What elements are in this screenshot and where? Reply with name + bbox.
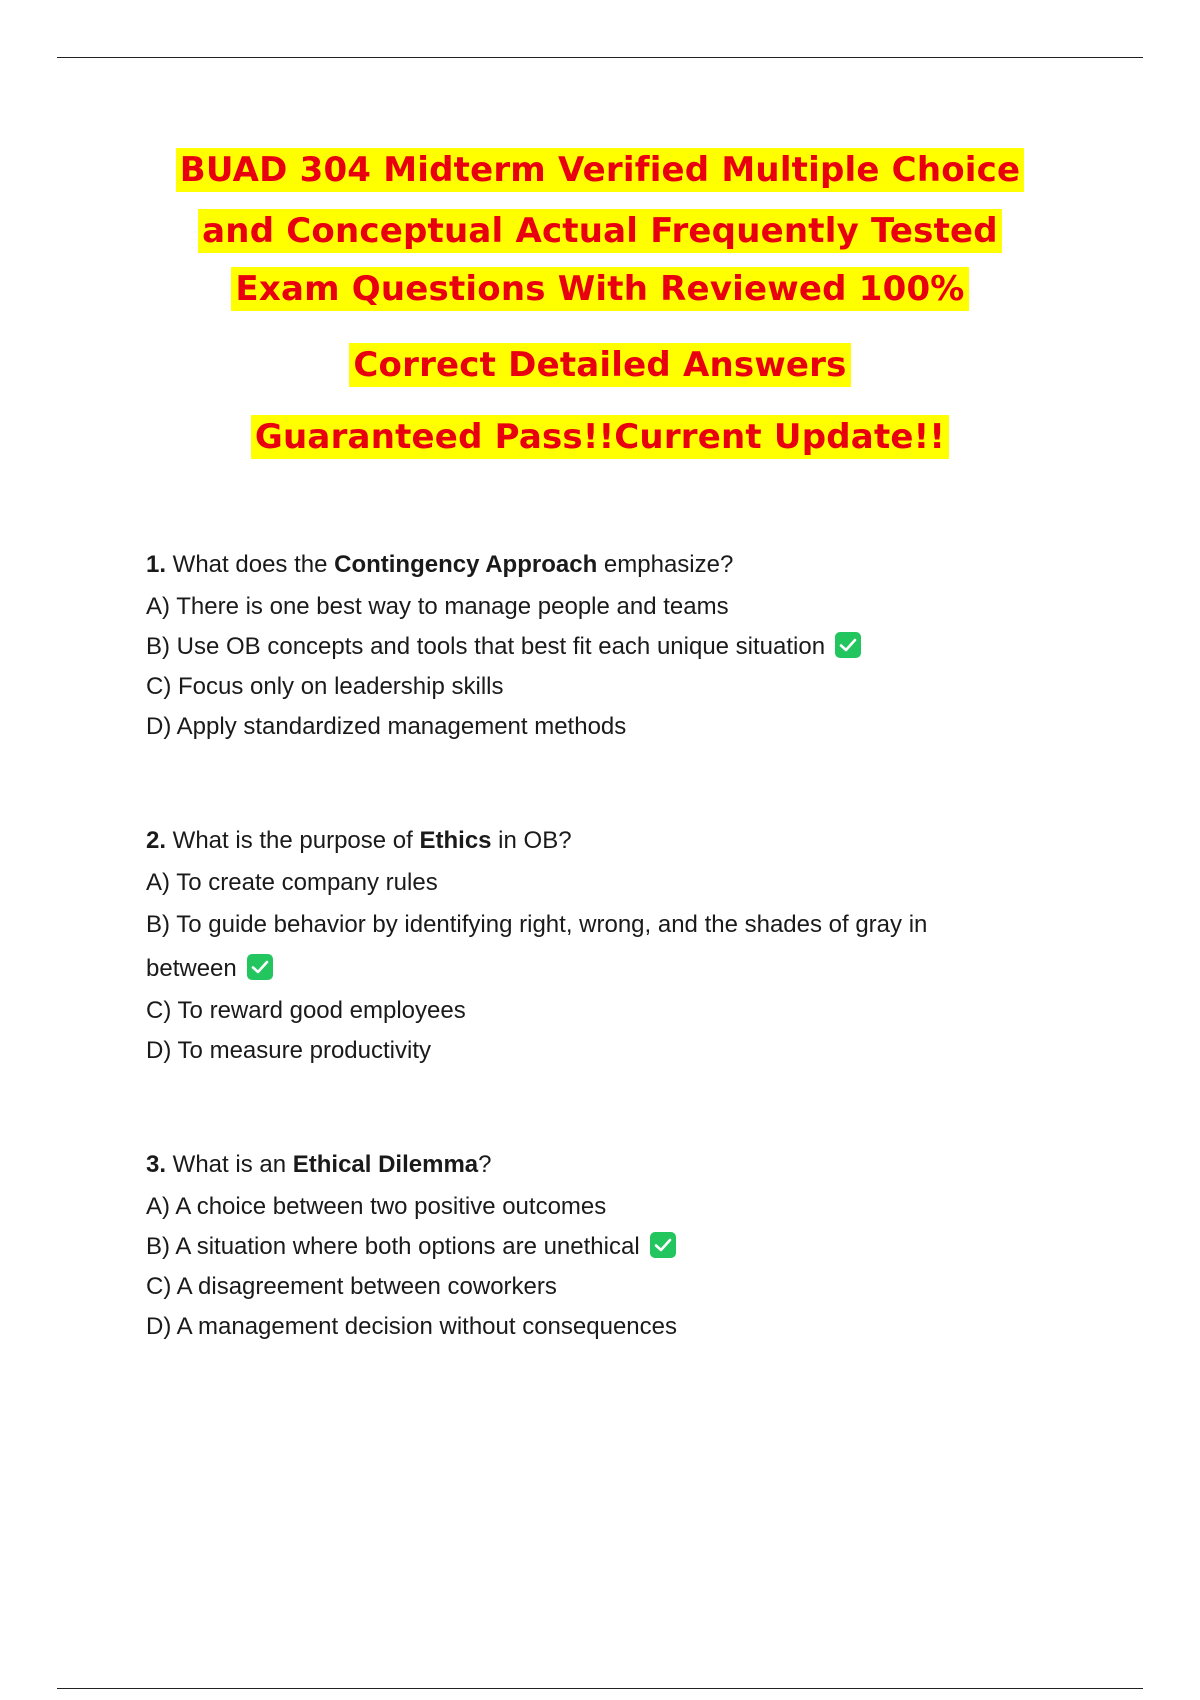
option-b-correct: B) To guide behavior by identifying right, wrong, and the shades of gray in between (146, 911, 928, 982)
question-2 (146, 823, 1106, 1071)
option-c: C) Focus only on leadership skills (146, 673, 504, 700)
title-line: BUAD 304 Midterm Verified Multiple Choice (0, 146, 1200, 194)
title-line: Exam Questions With Reviewed 100% (0, 265, 1200, 313)
option-a: A) A choice between two positive outcomes (146, 1193, 607, 1220)
check-mark-icon (835, 632, 861, 658)
question-1 (146, 547, 1106, 747)
check-mark-icon (650, 1232, 676, 1258)
option-c: C) A disagreement between coworkers (146, 1273, 557, 1300)
question-key-term: Contingency Approach (334, 551, 598, 578)
title-line: and Conceptual Actual Frequently Tested (0, 207, 1200, 255)
document-title (0, 146, 1200, 461)
question-number: 3. (146, 1151, 167, 1178)
option-d: D) A management decision without consequences (146, 1313, 677, 1340)
question-number: 2. (146, 827, 167, 854)
check-mark-icon (247, 954, 273, 980)
option-d: D) Apply standardized management methods (146, 713, 627, 740)
question-3 (146, 1147, 1106, 1347)
question-key-term: Ethical Dilemma (292, 1151, 479, 1178)
option-d: D) To measure productivity (146, 1037, 431, 1064)
question-stem: 1. What does the Contingency Approach emphasize? (146, 551, 734, 578)
option-b-correct: B) Use OB concepts and tools that best fit each unique situation (146, 627, 1106, 667)
bottom-rule (57, 1688, 1143, 1689)
question-stem: 2. What is the purpose of Ethics in OB? (146, 827, 572, 854)
question-key-term: Ethics (419, 827, 492, 854)
top-rule (57, 57, 1143, 58)
option-c: C) To reward good employees (146, 997, 466, 1024)
option-a: A) To create company rules (146, 869, 438, 896)
title-line: Correct Detailed Answers (0, 341, 1200, 389)
title-line: Guaranteed Pass!!Current Update!! (0, 413, 1200, 461)
question-number: 1. (146, 551, 167, 578)
question-stem: 3. What is an Ethical Dilemma? (146, 1151, 492, 1178)
option-a: A) There is one best way to manage people and teams (146, 593, 729, 620)
option-b-correct: B) A situation where both options are unethical (146, 1227, 1106, 1267)
question-list (146, 547, 1106, 1423)
